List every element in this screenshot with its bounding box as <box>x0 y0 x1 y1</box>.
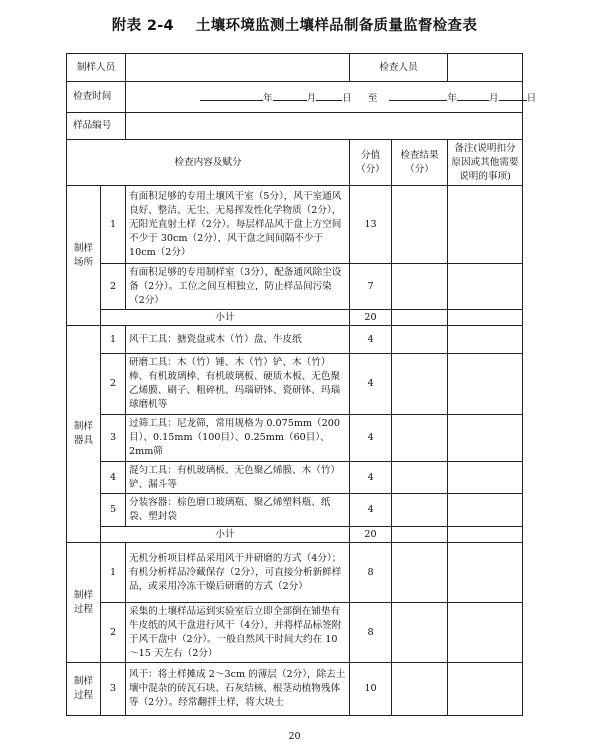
table-row <box>67 494 523 527</box>
title-text: 土壤环境监测土壤样品制备质量监督检查表 <box>195 18 478 34</box>
result-cell[interactable] <box>392 310 448 326</box>
result-cell[interactable] <box>392 326 448 354</box>
col-result-header: 检查结果（分） <box>392 140 448 186</box>
item-score: 4 <box>350 415 392 462</box>
table-row <box>67 462 523 494</box>
item-content: 分装容器：棕色磨口玻璃瓶、聚乙烯塑料瓶、纸袋、塑封袋 <box>126 494 350 527</box>
item-no: 2 <box>101 603 126 663</box>
item-no: 1 <box>101 326 126 354</box>
result-cell[interactable] <box>392 527 448 543</box>
col-remark-header: 备注(说明扣分原因或其他需要说明的事项) <box>448 140 523 186</box>
remark-cell[interactable] <box>448 603 523 663</box>
result-cell[interactable] <box>392 494 448 527</box>
title-prefix: 附表 2-4 <box>111 18 174 34</box>
subtotal-row <box>67 527 523 543</box>
item-score: 10 <box>350 663 392 716</box>
remark-cell[interactable] <box>448 527 523 543</box>
item-content: 有面积足够的专用土壤风干室（5分），风干室通风良好、整洁、无尘、无易挥发性化学物质（2分），无阳光直射土样（2分）。每层样品风干盘上方空间不少于 30cm（2分），风干盘之间间隔不少于 10cm（2分） <box>126 186 350 264</box>
result-cell[interactable] <box>392 354 448 415</box>
item-no: 3 <box>101 663 126 716</box>
remark-cell[interactable] <box>448 354 523 415</box>
table-row <box>67 326 523 354</box>
table-row <box>67 663 523 716</box>
inspector-field[interactable] <box>448 54 523 82</box>
table-row <box>67 354 523 415</box>
sample-no-row <box>67 113 523 140</box>
result-cell[interactable] <box>392 264 448 310</box>
table-row <box>67 415 523 462</box>
result-cell[interactable] <box>392 415 448 462</box>
item-content: 有面积足够的专用制样室（3分），配备通风除尘设备（2分）。工位之间互相独立，防止样品间污染（2分） <box>126 264 350 310</box>
inspector-label: 检查人员 <box>350 54 448 82</box>
section-tools-name: 制样器具 <box>67 326 101 543</box>
preparer-label: 制样人员 <box>67 54 126 82</box>
remark-cell[interactable] <box>448 326 523 354</box>
item-content: 无机分析项目样品采用风干并研磨的方式（4分）；有机分析样品冷藏保存（2分），可直接分析新鲜样品，或采用冷冻干燥后研磨的方式（2分） <box>126 543 350 603</box>
section-room-name: 制样场所 <box>67 186 101 326</box>
time-label: 检查时间 <box>67 82 126 113</box>
subtotal-row <box>67 310 523 326</box>
col-content-header: 检查内容及赋分 <box>67 140 350 186</box>
item-no: 2 <box>101 354 126 415</box>
preparer-row <box>67 54 523 82</box>
item-score: 13 <box>350 186 392 264</box>
section-process2-name: 制样过程 <box>67 663 101 716</box>
remark-cell[interactable] <box>448 543 523 603</box>
page-number: 20 <box>288 731 301 742</box>
item-content: 风干：将土样摊成 2～3cm 的薄层（2分），除去土壤中混杂的砖瓦石块、石灰结核、根茎动植物残体等（2分）。经常翻拌土样，将大块土 <box>126 663 350 716</box>
sample-no-field[interactable] <box>126 113 523 140</box>
result-cell[interactable] <box>392 543 448 603</box>
result-cell[interactable] <box>392 186 448 264</box>
item-content: 混匀工具：有机玻璃板、无色聚乙烯膜、木（竹）铲、漏斗等 <box>126 462 350 494</box>
item-content: 研磨工具：木（竹）锤、木（竹）铲、木（竹）棒、有机玻璃棒、有机玻璃板、硬质木板、无色聚乙烯膜、刷子、粗碎机、玛瑙研钵、瓷研钵、玛瑙球磨机等 <box>126 354 350 415</box>
remark-cell[interactable] <box>448 186 523 264</box>
item-score: 8 <box>350 603 392 663</box>
remark-cell[interactable] <box>448 264 523 310</box>
item-score: 8 <box>350 543 392 603</box>
item-score: 4 <box>350 494 392 527</box>
section-process-name: 制样过程 <box>67 543 101 663</box>
time-row <box>67 82 523 113</box>
inspection-table <box>66 53 537 716</box>
subtotal-value: 20 <box>350 527 392 543</box>
item-no: 3 <box>101 415 126 462</box>
result-cell[interactable] <box>392 603 448 663</box>
remark-cell[interactable] <box>448 310 523 326</box>
col-score-header: 分值（分） <box>350 140 392 186</box>
item-no: 1 <box>101 543 126 603</box>
column-header-row <box>67 140 523 186</box>
subtotal-label: 小计 <box>101 527 350 543</box>
item-no: 1 <box>101 186 126 264</box>
subtotal-label: 小计 <box>101 310 350 326</box>
remark-cell[interactable] <box>448 663 523 716</box>
remark-cell[interactable] <box>448 415 523 462</box>
table-row <box>67 186 523 264</box>
item-content: 采集的土壤样品运到实验室后立即全部倒在铺垫有牛皮纸的风干盘进行风干（4分），并将样品标签附于风干盘中（2分）。一般自然风干时间大约在 10～15 天左右（2分） <box>126 603 350 663</box>
item-no: 4 <box>101 462 126 494</box>
remark-cell[interactable] <box>448 462 523 494</box>
time-field[interactable]: 年 月 日 至 年 月 日 <box>126 82 523 113</box>
table-row <box>67 543 523 603</box>
preparer-field[interactable] <box>126 54 350 82</box>
item-score: 4 <box>350 462 392 494</box>
page-title <box>0 14 589 35</box>
item-no: 2 <box>101 264 126 310</box>
remark-cell[interactable] <box>448 494 523 527</box>
subtotal-value: 20 <box>350 310 392 326</box>
sample-no-label: 样品编号 <box>67 113 126 140</box>
item-score: 7 <box>350 264 392 310</box>
item-content: 过筛工具：尼龙筛，常用规格为 0.075mm（200目）、0.15mm（100目）、0.25mm（60目）、2mm筛 <box>126 415 350 462</box>
table-row <box>67 264 523 310</box>
result-cell[interactable] <box>392 462 448 494</box>
item-score: 4 <box>350 354 392 415</box>
result-cell[interactable] <box>392 663 448 716</box>
item-content: 风干工具：搪瓷盘或木（竹）盘、牛皮纸 <box>126 326 350 354</box>
table-row <box>67 603 523 663</box>
item-score: 4 <box>350 326 392 354</box>
item-no: 5 <box>101 494 126 527</box>
